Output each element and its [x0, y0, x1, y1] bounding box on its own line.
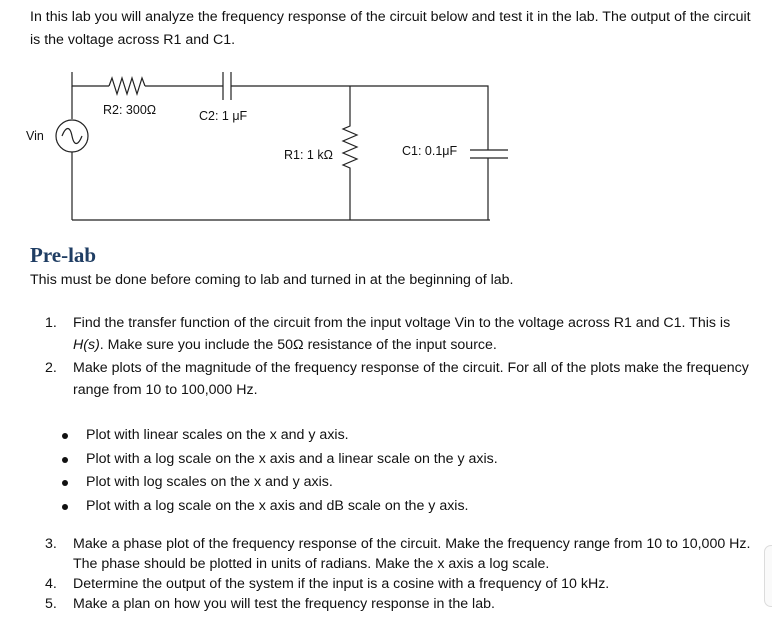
bullet-icon [62, 457, 68, 463]
task-list-part1 [45, 313, 757, 403]
c2-capacitor-symbol [223, 72, 231, 100]
vin-label: Vin [26, 129, 44, 143]
bullet-text: Plot with a log scale on the x axis and a linear scale on the y axis. [86, 450, 498, 467]
list-item [45, 594, 757, 614]
list-number: 3. [45, 536, 57, 552]
bullet-text: Plot with log scales on the x and y axis. [86, 474, 333, 490]
bullet-text: Plot with a log scale on the x axis and dB scale on the y axis. [86, 497, 469, 514]
bullet-icon [62, 433, 68, 439]
list-number: 1. [45, 315, 57, 331]
list-number: 5. [45, 596, 57, 612]
plot-bullet-list [60, 424, 750, 518]
list-text: . Make sure you include the 50Ω resistance of the input source. [99, 336, 497, 353]
wire-top-right [231, 86, 488, 122]
wire-top-left [72, 72, 109, 86]
side-scroll-tab[interactable] [764, 545, 772, 607]
list-text: Find the transfer function of the circuit from the input voltage Vin to the voltage across R1 and C1. This is [73, 315, 731, 331]
r2-label: R2: 300Ω [103, 103, 157, 117]
bullet-text: Plot with linear scales on the x and y axis. [86, 427, 349, 443]
c2-label: C2: 1 μF [199, 109, 248, 123]
list-item [45, 313, 757, 356]
circuit-diagram [0, 62, 772, 237]
r1-resistor-symbol [343, 86, 357, 220]
list-text: Make a phase plot of the frequency response of the circuit. Make the frequency range from 10 to 10,000 Hz. The phase should be plotted in units of radians. Make the x axis a log scale. [73, 536, 751, 572]
list-number: 4. [45, 576, 57, 592]
c1-label: C1: 0.1μF [402, 144, 458, 158]
list-number: 2. [45, 360, 57, 376]
prelab-heading: Pre-lab [30, 243, 97, 267]
list-item [60, 448, 750, 472]
list-item [45, 574, 757, 594]
transfer-function-name: H(s) [73, 336, 100, 353]
bullet-icon [62, 480, 68, 486]
prelab-subtext: This must be done before coming to lab and turned in at the beginning of lab. [30, 272, 514, 288]
list-text: Make a plan on how you will test the frequency response in the lab. [73, 596, 495, 612]
list-item [60, 471, 750, 495]
list-item [60, 424, 750, 448]
task-list-part2 [45, 534, 757, 614]
intro-paragraph: In this lab you will analyze the frequency response of the circuit below and test it in the lab. The output of the circuit is the voltage across R1 and C1. [30, 9, 751, 48]
list-item [60, 495, 750, 519]
c1-capacitor-symbol [470, 122, 508, 220]
r2-resistor-symbol [109, 78, 145, 94]
list-item [45, 534, 757, 574]
vin-sine-icon [62, 129, 82, 144]
list-text: Make plots of the magnitude of the frequency response of the circuit. For all of the plots make the frequency range from 10 to 100,000 Hz. [73, 360, 749, 398]
bullet-icon [62, 504, 68, 510]
list-item [45, 358, 757, 401]
list-text: Determine the output of the system if the input is a cosine with a frequency of 10 kHz. [73, 576, 610, 592]
r1-label: R1: 1 kΩ [284, 148, 333, 162]
